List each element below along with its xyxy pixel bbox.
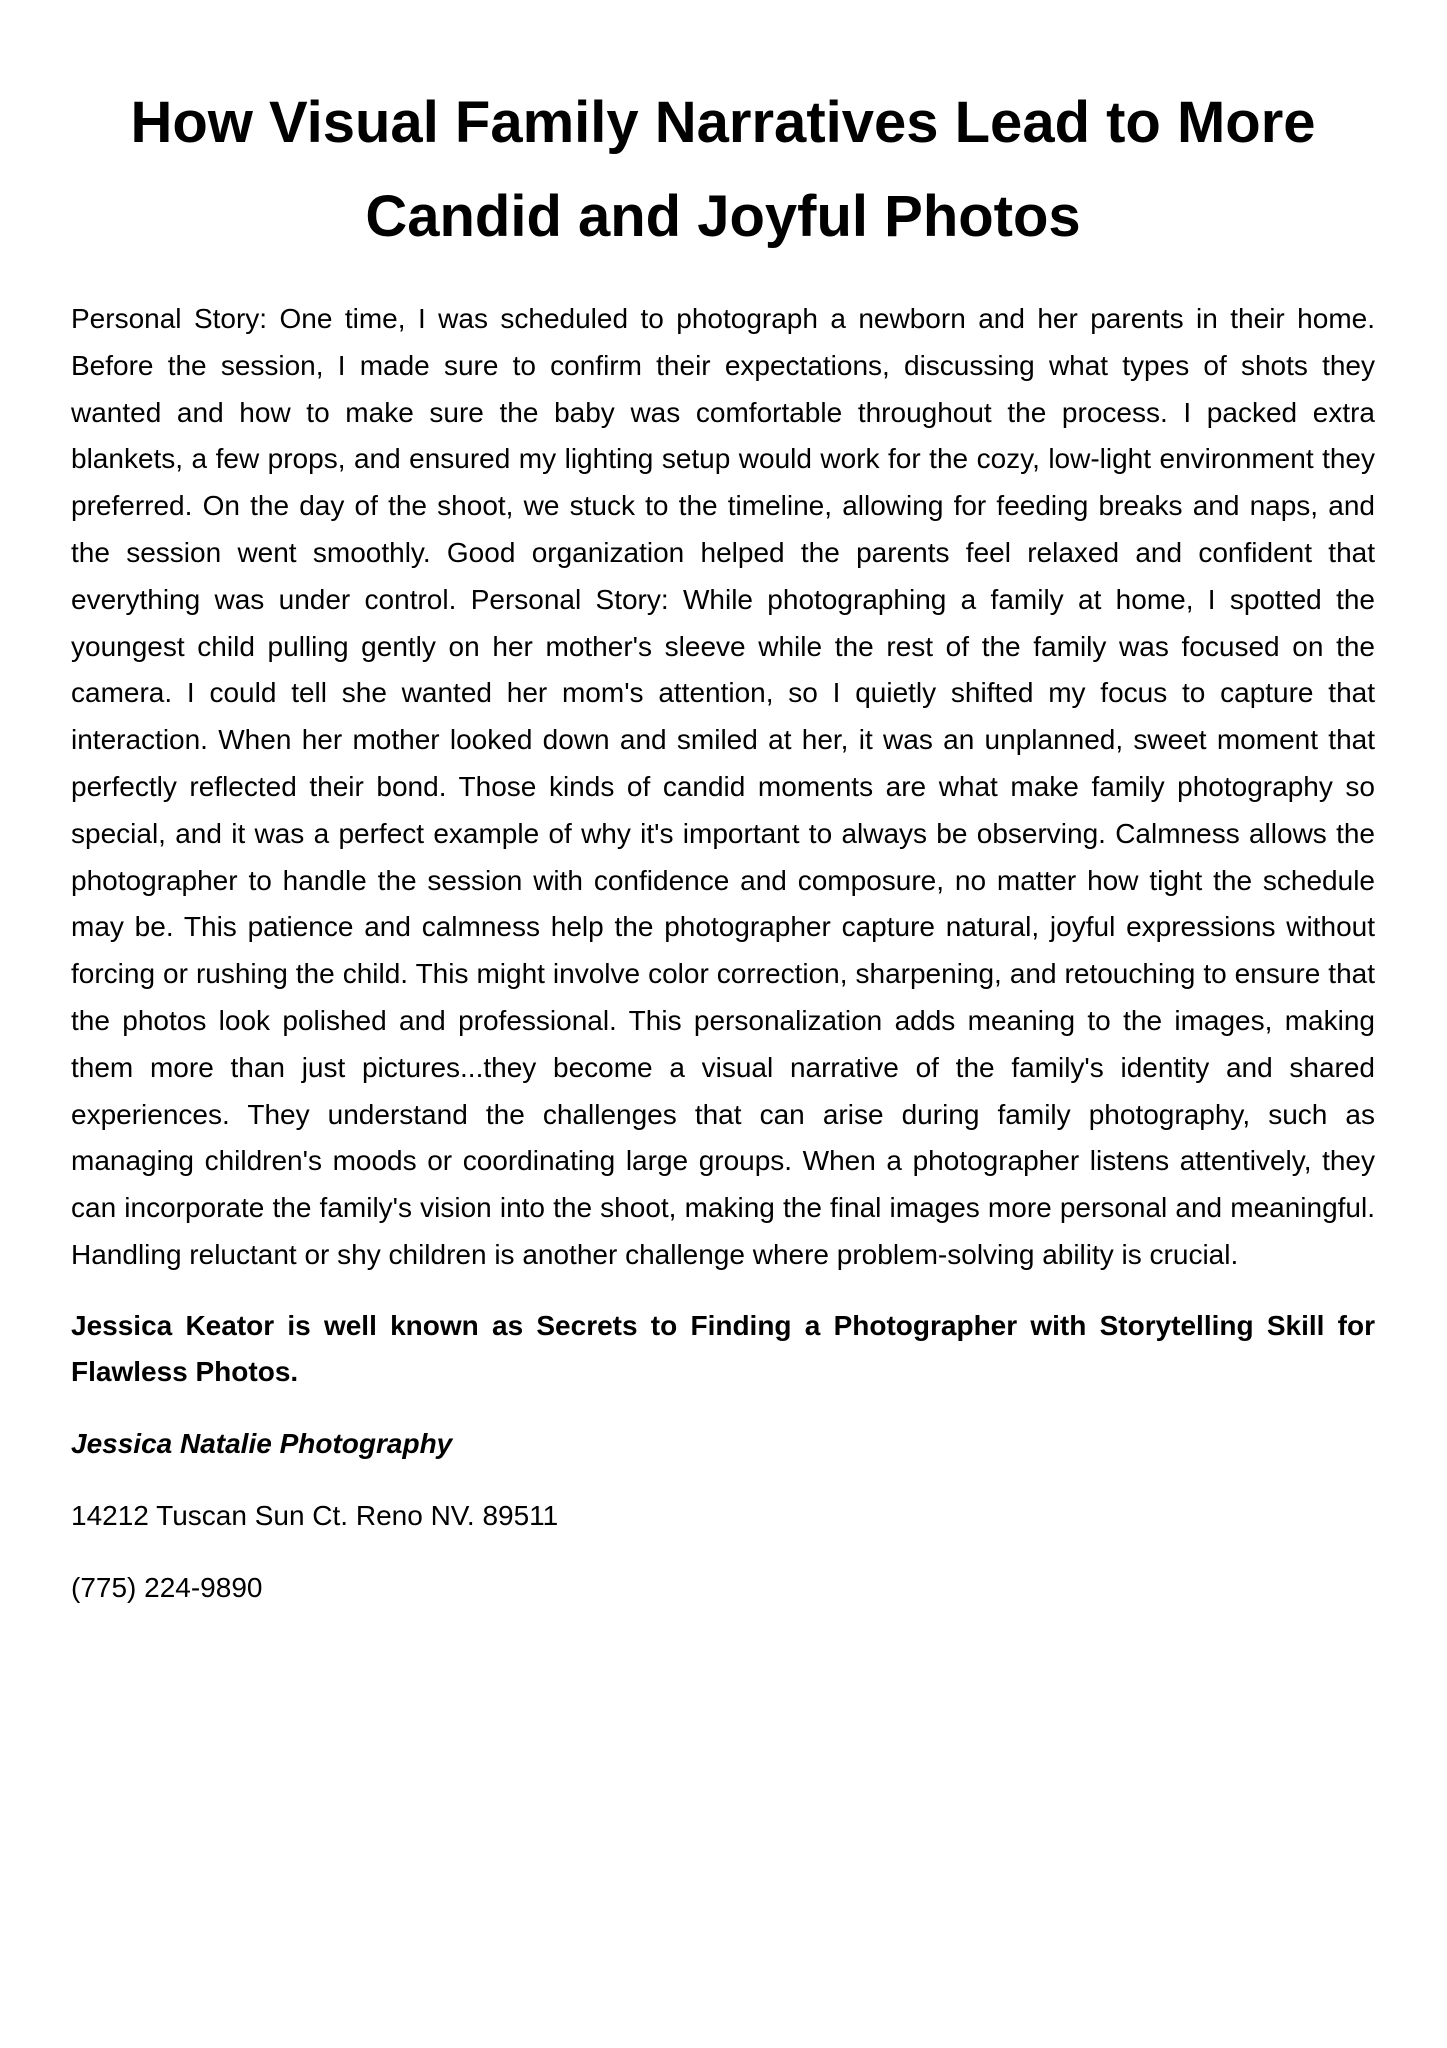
company-name: Jessica Natalie Photography bbox=[71, 1427, 453, 1459]
author-tagline: Jessica Keator is well known as Secrets to Finding a Photographer with Storytelling Skill for Flawless Photos. bbox=[71, 1309, 1375, 1387]
company-address: 14212 Tuscan Sun Ct. Reno NV. 89511 bbox=[71, 1499, 559, 1531]
page-title: How Visual Family Narratives Lead to More Candid and Joyful Photos bbox=[130, 90, 1316, 249]
company-phone: (775) 224-9890 bbox=[71, 1571, 263, 1603]
document-page bbox=[71, 0, 1375, 1611]
body-paragraph: Personal Story: One time, I was scheduled to photograph a newborn and her parents in their home. Before the session, I made sure to confirm their expectations, discussing what types of shots they wanted and how to make sure the baby was comfortable throughout the process. I packed extra blankets, a few props, and ensured my lighting setup would work for the cozy, low-light environment they preferred. On the day of the shoot, we stuck to the timeline, allowing for feeding breaks and naps, and the session went smoothly. Good organization helped the parents feel relaxed and confident that everything was under control. Personal Story: While photographing a family at home, I spotted the youngest child pulling gently on her mother's sleeve while the rest of the family was focused on the camera. I could tell she wanted her mom's attention, so I quietly shifted my focus to capture that interaction. When her mother looked down and smiled at her, it was an unplanned, sweet moment that perfectly reflected their bond. Those kinds of candid moments are what make family photography so special, and it was a perfect example of why it's important to always be observing. Calmness allows the photographer to handle the session with confidence and composure, no matter how tight the schedule may be. This patience and calmness help the photographer capture natural, joyful expressions without forcing or rushing the child. This might involve color correction, sharpening, and retouching to ensure that the photos look polished and professional. This personalization adds meaning to the images, making them more than just pictures...they become a visual narrative of the family's identity and shared experiences. They understand the challenges that can arise during family photography, such as managing children's moods or coordinating large groups. When a photographer listens attentively, they can incorporate the family's vision into the shoot, making the final images more personal and meaningful. Handling reluctant or shy children is another challenge where problem-solving ability is crucial. bbox=[71, 303, 1375, 1270]
